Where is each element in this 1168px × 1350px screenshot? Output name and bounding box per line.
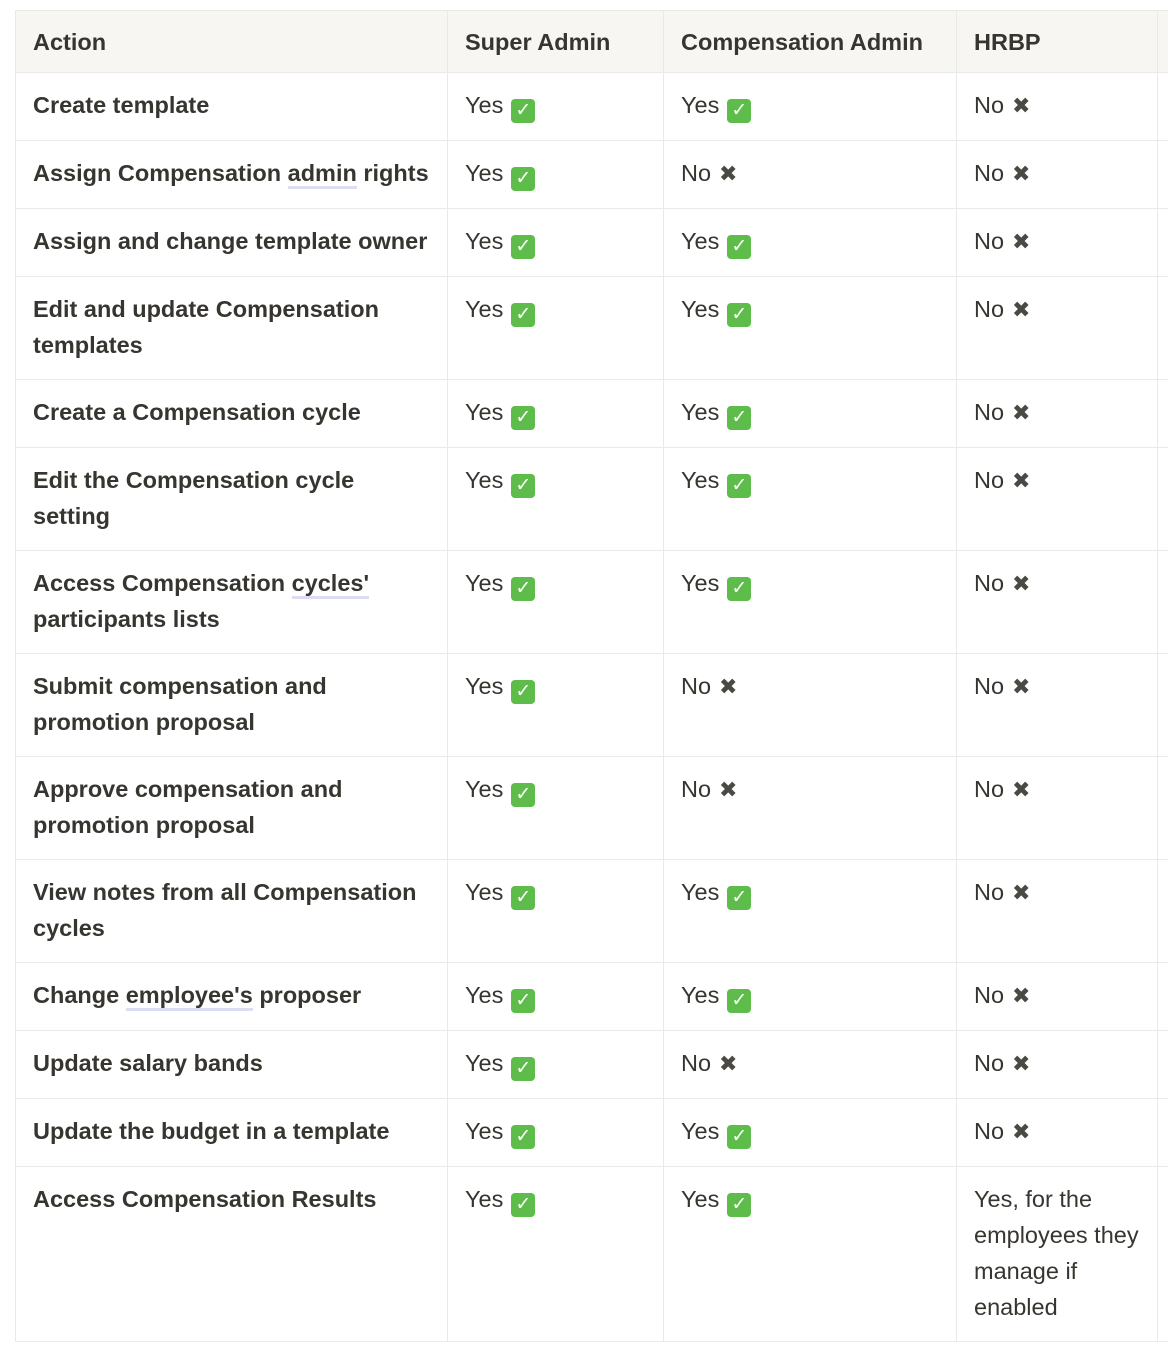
check-mark-button-icon: ✓ xyxy=(511,235,535,259)
check-mark-button-icon: ✓ xyxy=(727,1193,751,1217)
action-cell: Access Compensation Results xyxy=(16,1167,448,1342)
spellcheck-word: employee's xyxy=(126,982,253,1011)
action-cell: Submit compensation and promotion proposal xyxy=(16,654,448,757)
check-mark-button-icon: ✓ xyxy=(511,783,535,807)
table-row xyxy=(16,757,1168,860)
action-text: proposer xyxy=(252,982,362,1008)
permission-value: No xyxy=(974,1118,1005,1144)
action-cell: Create template xyxy=(16,73,448,141)
extra-cell xyxy=(1158,141,1168,209)
extra-cell xyxy=(1158,73,1168,141)
action-cell: Update the budget in a template xyxy=(16,1099,448,1167)
permission-value: Yes, for the employees they manage if enabled xyxy=(974,1186,1139,1320)
extra-cell xyxy=(1158,1167,1168,1342)
super-admin-cell xyxy=(448,1167,664,1342)
table-row xyxy=(16,277,1168,380)
check-mark-button-icon: ✓ xyxy=(727,99,751,123)
cross-mark-icon: ✖ xyxy=(1012,161,1031,186)
cross-mark-icon: ✖ xyxy=(719,1051,738,1076)
action-cell: Edit and update Compensation templates xyxy=(16,277,448,380)
super-admin-cell xyxy=(448,654,664,757)
permission-value: Yes xyxy=(465,1186,504,1212)
check-mark-button-icon: ✓ xyxy=(511,989,535,1013)
permission-value: No xyxy=(681,776,712,802)
extra-cell xyxy=(1158,757,1168,860)
cross-mark-icon: ✖ xyxy=(1012,777,1031,802)
action-text: participants lists xyxy=(33,606,220,632)
check-mark-button-icon: ✓ xyxy=(727,886,751,910)
spellcheck-word: cycles' xyxy=(292,570,369,599)
hrbp-cell xyxy=(957,277,1158,380)
hrbp-cell xyxy=(957,551,1158,654)
spellcheck-word: admin xyxy=(288,160,357,189)
cross-mark-icon: ✖ xyxy=(1012,400,1031,425)
extra-cell xyxy=(1158,209,1168,277)
cross-mark-icon: ✖ xyxy=(1012,674,1031,699)
compensation-admin-cell xyxy=(664,209,957,277)
permission-value: Yes xyxy=(681,467,720,493)
compensation-admin-cell xyxy=(664,277,957,380)
compensation-admin-cell xyxy=(664,448,957,551)
permission-value: No xyxy=(974,92,1005,118)
check-mark-button-icon: ✓ xyxy=(511,1193,535,1217)
check-mark-button-icon: ✓ xyxy=(511,680,535,704)
permission-value: Yes xyxy=(681,982,720,1008)
table-row xyxy=(16,654,1168,757)
permission-value: Yes xyxy=(465,673,504,699)
permission-value: Yes xyxy=(681,1186,720,1212)
hrbp-cell xyxy=(957,73,1158,141)
compensation-admin-cell xyxy=(664,1167,957,1342)
permission-value: Yes xyxy=(465,160,504,186)
super-admin-cell xyxy=(448,1031,664,1099)
super-admin-cell xyxy=(448,448,664,551)
check-mark-button-icon: ✓ xyxy=(511,167,535,191)
table-row xyxy=(16,1031,1168,1099)
table-row xyxy=(16,860,1168,963)
permission-value: No xyxy=(681,1050,712,1076)
permission-value: Yes xyxy=(681,1118,720,1144)
check-mark-button-icon: ✓ xyxy=(511,303,535,327)
permission-value: Yes xyxy=(681,92,720,118)
compensation-admin-cell xyxy=(664,73,957,141)
action-text: Assign Compensation xyxy=(33,160,288,186)
permission-value: Yes xyxy=(465,776,504,802)
permissions-table xyxy=(15,10,1168,1342)
super-admin-cell xyxy=(448,1099,664,1167)
super-admin-cell xyxy=(448,757,664,860)
check-mark-button-icon: ✓ xyxy=(511,474,535,498)
cross-mark-icon: ✖ xyxy=(1012,983,1031,1008)
permission-value: Yes xyxy=(465,1050,504,1076)
check-mark-button-icon: ✓ xyxy=(727,1125,751,1149)
check-mark-button-icon: ✓ xyxy=(511,99,535,123)
hrbp-cell xyxy=(957,209,1158,277)
super-admin-cell xyxy=(448,963,664,1031)
table-row xyxy=(16,209,1168,277)
cross-mark-icon: ✖ xyxy=(719,161,738,186)
hrbp-cell xyxy=(957,1167,1158,1342)
hrbp-cell xyxy=(957,654,1158,757)
header-super-admin: Super Admin xyxy=(448,11,664,73)
permission-value: Yes xyxy=(465,570,504,596)
check-mark-button-icon: ✓ xyxy=(727,474,751,498)
action-cell: View notes from all Compensation cycles xyxy=(16,860,448,963)
hrbp-cell xyxy=(957,757,1158,860)
extra-cell xyxy=(1158,860,1168,963)
check-mark-button-icon: ✓ xyxy=(727,406,751,430)
compensation-admin-cell xyxy=(664,654,957,757)
check-mark-button-icon: ✓ xyxy=(511,1125,535,1149)
check-mark-button-icon: ✓ xyxy=(511,886,535,910)
permission-value: Yes xyxy=(465,1118,504,1144)
check-mark-button-icon: ✓ xyxy=(727,577,751,601)
permission-value: Yes xyxy=(681,296,720,322)
cross-mark-icon: ✖ xyxy=(1012,229,1031,254)
action-cell xyxy=(16,141,448,209)
extra-cell xyxy=(1158,963,1168,1031)
check-mark-button-icon: ✓ xyxy=(511,577,535,601)
action-cell xyxy=(16,551,448,654)
table-row xyxy=(16,1167,1168,1342)
permission-value: Yes xyxy=(465,92,504,118)
hrbp-cell xyxy=(957,1099,1158,1167)
super-admin-cell xyxy=(448,209,664,277)
cross-mark-icon: ✖ xyxy=(1012,1119,1031,1144)
permission-value: Yes xyxy=(681,399,720,425)
super-admin-cell xyxy=(448,141,664,209)
action-text: Access Compensation xyxy=(33,570,292,596)
action-cell: Edit the Compensation cycle setting xyxy=(16,448,448,551)
table-row xyxy=(16,73,1168,141)
super-admin-cell xyxy=(448,551,664,654)
permission-value: No xyxy=(974,879,1005,905)
compensation-admin-cell xyxy=(664,380,957,448)
action-text: Change xyxy=(33,982,126,1008)
hrbp-cell xyxy=(957,963,1158,1031)
cross-mark-icon: ✖ xyxy=(719,777,738,802)
table-row xyxy=(16,380,1168,448)
cross-mark-icon: ✖ xyxy=(1012,1051,1031,1076)
cross-mark-icon: ✖ xyxy=(1012,93,1031,118)
table-row xyxy=(16,141,1168,209)
compensation-admin-cell xyxy=(664,757,957,860)
super-admin-cell xyxy=(448,73,664,141)
check-mark-button-icon: ✓ xyxy=(511,406,535,430)
extra-cell xyxy=(1158,380,1168,448)
permission-value: No xyxy=(681,673,712,699)
permission-value: No xyxy=(974,1050,1005,1076)
table-row xyxy=(16,448,1168,551)
permissions-table-container xyxy=(15,10,1168,1342)
cross-mark-icon: ✖ xyxy=(719,674,738,699)
hrbp-cell xyxy=(957,448,1158,551)
permission-value: No xyxy=(974,776,1005,802)
permission-value: No xyxy=(681,160,712,186)
action-cell: Approve compensation and promotion proposal xyxy=(16,757,448,860)
permission-value: Yes xyxy=(465,228,504,254)
header-hrbp: HRBP xyxy=(957,11,1158,73)
hrbp-cell xyxy=(957,141,1158,209)
permission-value: Yes xyxy=(681,879,720,905)
permission-value: No xyxy=(974,399,1005,425)
cross-mark-icon: ✖ xyxy=(1012,880,1031,905)
permission-value: No xyxy=(974,570,1005,596)
extra-cell xyxy=(1158,1099,1168,1167)
hrbp-cell xyxy=(957,380,1158,448)
extra-cell xyxy=(1158,448,1168,551)
cross-mark-icon: ✖ xyxy=(1012,297,1031,322)
check-mark-button-icon: ✓ xyxy=(727,235,751,259)
extra-cell xyxy=(1158,1031,1168,1099)
action-cell: Create a Compensation cycle xyxy=(16,380,448,448)
action-cell: Update salary bands xyxy=(16,1031,448,1099)
check-mark-button-icon: ✓ xyxy=(511,1057,535,1081)
compensation-admin-cell xyxy=(664,1031,957,1099)
permission-value: No xyxy=(974,673,1005,699)
cross-mark-icon: ✖ xyxy=(1012,571,1031,596)
permission-value: Yes xyxy=(465,879,504,905)
super-admin-cell xyxy=(448,380,664,448)
table-row xyxy=(16,963,1168,1031)
permission-value: No xyxy=(974,160,1005,186)
check-mark-button-icon: ✓ xyxy=(727,989,751,1013)
extra-cell xyxy=(1158,277,1168,380)
permission-value: Yes xyxy=(465,467,504,493)
super-admin-cell xyxy=(448,277,664,380)
permission-value: No xyxy=(974,467,1005,493)
table-row xyxy=(16,551,1168,654)
compensation-admin-cell xyxy=(664,860,957,963)
permission-value: Yes xyxy=(465,399,504,425)
action-text: rights xyxy=(356,160,429,186)
compensation-admin-cell xyxy=(664,141,957,209)
permission-value: Yes xyxy=(465,296,504,322)
extra-cell xyxy=(1158,654,1168,757)
cross-mark-icon: ✖ xyxy=(1012,468,1031,493)
hrbp-cell xyxy=(957,860,1158,963)
header-extra xyxy=(1158,11,1168,73)
header-row xyxy=(16,11,1168,73)
header-action: Action xyxy=(16,11,448,73)
permission-value: No xyxy=(974,982,1005,1008)
compensation-admin-cell xyxy=(664,551,957,654)
hrbp-cell xyxy=(957,1031,1158,1099)
header-compensation-admin: Compensation Admin xyxy=(664,11,957,73)
compensation-admin-cell xyxy=(664,963,957,1031)
permission-value: Yes xyxy=(681,228,720,254)
permission-value: Yes xyxy=(465,982,504,1008)
action-cell xyxy=(16,963,448,1031)
super-admin-cell xyxy=(448,860,664,963)
table-row xyxy=(16,1099,1168,1167)
permission-value: No xyxy=(974,228,1005,254)
action-cell: Assign and change template owner xyxy=(16,209,448,277)
permission-value: Yes xyxy=(681,570,720,596)
extra-cell xyxy=(1158,551,1168,654)
permission-value: No xyxy=(974,296,1005,322)
compensation-admin-cell xyxy=(664,1099,957,1167)
check-mark-button-icon: ✓ xyxy=(727,303,751,327)
